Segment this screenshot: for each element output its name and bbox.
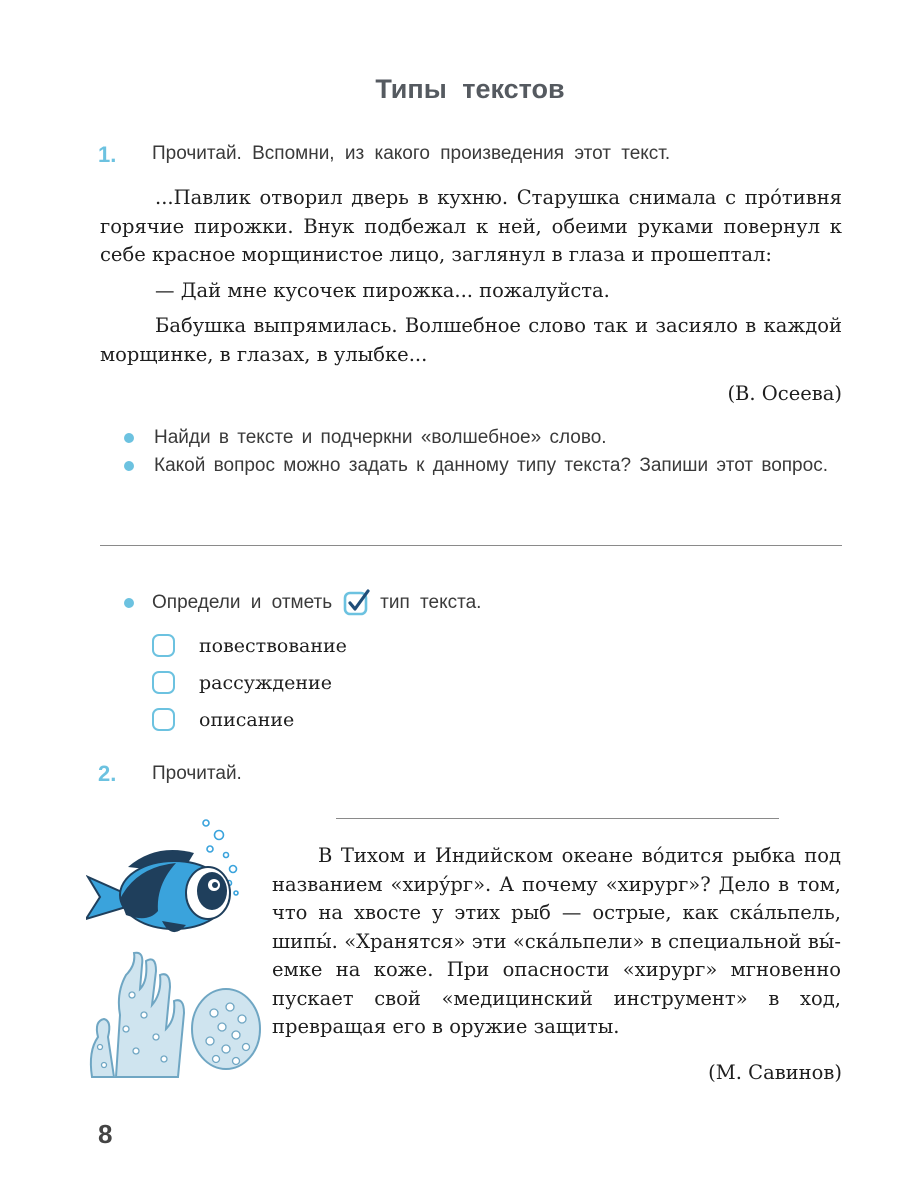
- task-1-number: 1.: [98, 142, 117, 167]
- bullet-dot-icon: [124, 433, 134, 443]
- option-description[interactable]: описание: [152, 701, 347, 738]
- task-1-instruction: Прочитай. Вспомни, из какого произведения этот текст.: [152, 143, 671, 164]
- reading-paragraph: ...Павлик отворил дверь в кухню. Старушка снимала с про́тивня горячие пирожки. Внук подбежал к ней, обеими руками повернул к себе красное морщинистое лицо, заглянул в глаза и прошептал:: [100, 186, 842, 266]
- option-reasoning[interactable]: рассуждение: [152, 664, 347, 701]
- reading-dialog-line: — Дай мне кусочек пирожка... пожалуйста.: [155, 278, 610, 302]
- bullet-dot-icon: [124, 598, 134, 608]
- answer-line[interactable]: [100, 545, 842, 546]
- title-answer-line[interactable]: [336, 818, 779, 819]
- page-number: 8: [98, 1119, 113, 1149]
- task-2-reading-text: [272, 842, 841, 1042]
- bullet-dot-icon: [124, 461, 134, 471]
- task-1-author: (В. Осеева): [727, 382, 842, 405]
- check-instruction: Определи и отметь тип текста.: [124, 591, 481, 615]
- fish-coral-illustration: [86, 815, 261, 1085]
- task-2-author: (М. Савинов): [708, 1061, 842, 1084]
- bullet-item: Найди в тексте и подчеркни «волшебное» слово.: [124, 424, 842, 451]
- task-1-reading-text: [100, 184, 842, 369]
- task-2-instruction: Прочитай.: [152, 763, 242, 784]
- checked-box-icon: [344, 591, 368, 615]
- bullet-item: Какой вопрос можно задать к данному типу текста? Запиши этот вопрос.: [124, 452, 842, 479]
- checkbox[interactable]: [152, 708, 175, 731]
- page-title: Типы текстов: [375, 74, 565, 104]
- task-2-number: 2.: [98, 761, 117, 786]
- task-1-bullet-list: [124, 424, 842, 480]
- text-type-options: [152, 627, 347, 738]
- checkbox[interactable]: [152, 634, 175, 657]
- checkbox[interactable]: [152, 671, 175, 694]
- reading-paragraph: В Тихом и Индийском океане во́дится рыбка под названием «хиру́рг». А почему «хирург»? Дело в том, что на хвосте у этих рыб — острые, как ска́льпель, шипы́. «Хранятся» эти «ска́льпели» в специальной вы́емке на коже. При опасности «хирург» мгновенно пускает свой «медицинский инструмент» в ход, превращая его в оружие защиты.: [272, 844, 841, 1038]
- option-narrative[interactable]: повествование: [152, 627, 347, 664]
- reading-paragraph: Бабушка выпрямилась. Волшебное слово так и засияло в каждой морщинке, в глазах, в улыбке...: [100, 314, 842, 366]
